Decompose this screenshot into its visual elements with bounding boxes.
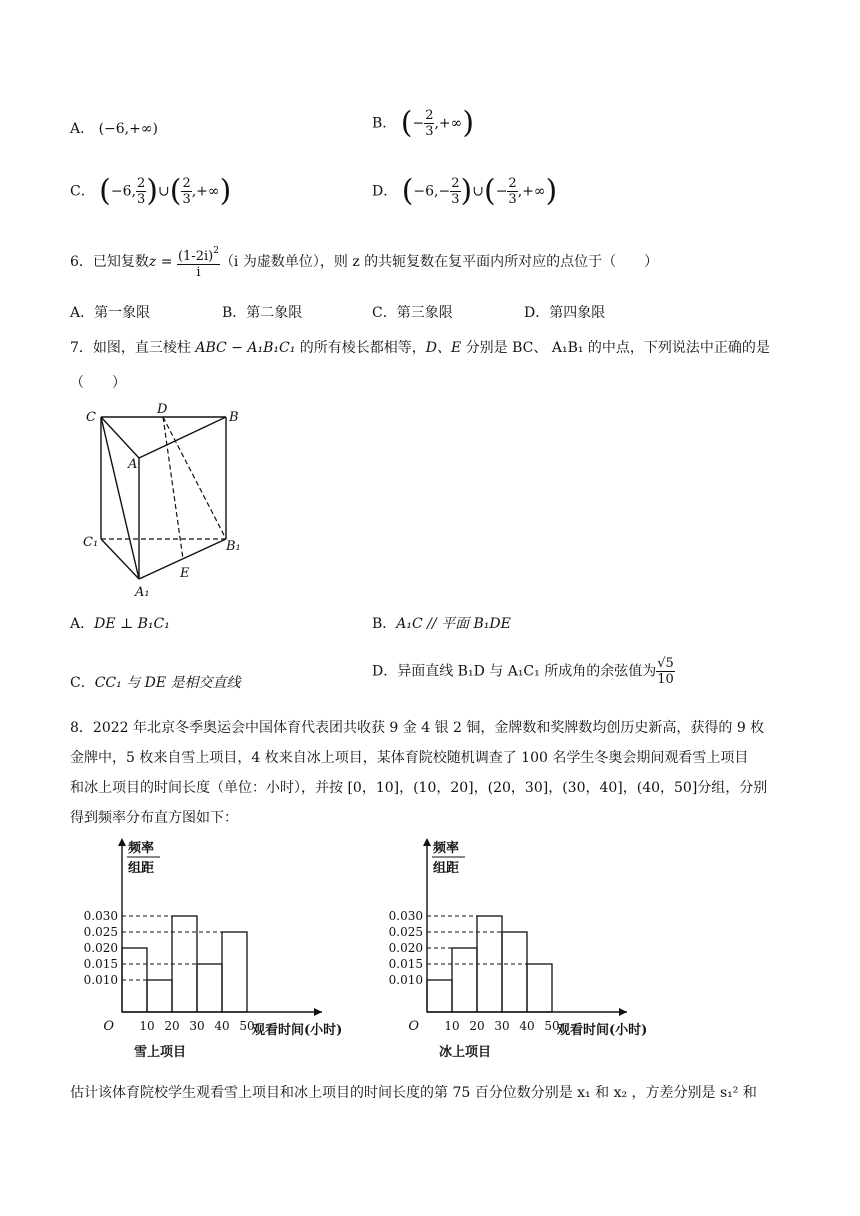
segment-db1: [163, 417, 226, 539]
fraction: $\frac{2}{3}$: [136, 176, 146, 207]
edge-ca: [101, 417, 139, 458]
label-a1: A₁: [135, 585, 150, 600]
y-tick-label: 0.020: [388, 941, 423, 955]
q7-stem: 7．如图，直三棱柱 ABC − A₁B₁C₁ 的所有棱长都相等，D、E 分别是 BC、 A₁B₁ 的中点，下列说法中正确的是: [70, 340, 770, 356]
x-tick-label: 10: [444, 1019, 460, 1033]
fraction: $\frac{2}{3}$: [508, 176, 517, 207]
q6-option-a: A．第一象限: [70, 305, 151, 321]
x-axis-arrow: [619, 1008, 627, 1016]
q5-option-b: B． (− $\frac{2}{3}$ ,+∞): [372, 105, 475, 141]
histogram-bar: [222, 932, 247, 1012]
q6-option-b: B．第二象限: [222, 305, 303, 321]
x-tick-label: 20: [164, 1019, 180, 1033]
edge-ab: [139, 417, 226, 458]
y-axis-arrow: [118, 838, 126, 846]
q8-line-2: 金牌中，5 枚来自雪上项目，4 枚来自冰上项目，某体育院校随机调查了 100 名学生冬奥会期间观看雪上项目: [70, 750, 749, 766]
ylabel-top: 频率: [433, 841, 460, 856]
x-tick-label: 50: [544, 1019, 560, 1033]
x-tick-label: 10: [139, 1019, 155, 1033]
q6-fraction: $\frac{(1-2i)^2}{i}$: [177, 246, 219, 280]
q7-option-b: B．A₁C // 平面 B₁DE: [372, 616, 511, 632]
q5-option-c: C． (−6, $\frac{2}{3}$ )∪( $\frac{2}{3}$ ,+∞): [70, 173, 232, 209]
edge-ca1: [101, 417, 139, 579]
histogram-bar: [147, 980, 172, 1012]
option-label: D．: [372, 183, 398, 200]
label-b: B: [229, 410, 239, 425]
q8-tail: 估计该体育院校学生观看雪上项目和冰上项目的时间长度的第 75 百分位数分别是 x₁ 和 x₂ ，方差分别是 s₁² 和: [70, 1085, 757, 1101]
x-axis-arrow: [314, 1008, 322, 1016]
y-tick-label: 0.010: [83, 973, 118, 987]
y-tick-label: 0.030: [83, 909, 118, 923]
option-expr: (−6,+∞): [98, 121, 158, 137]
histogram-bar: [452, 948, 477, 1012]
edge-c1a1: [101, 539, 139, 579]
label-c1: C₁: [83, 535, 99, 550]
fraction: $\frac{√5}{10}$: [657, 656, 674, 687]
x-tick-label: 30: [189, 1019, 205, 1033]
chart-title: 冰上项目: [438, 1045, 492, 1060]
q6-option-d: D．第四象限: [524, 305, 606, 321]
q7-answer-paren: （ ）: [70, 375, 126, 391]
option-label: B．: [372, 115, 397, 132]
label-d: D: [157, 402, 168, 417]
x-tick-label: 40: [214, 1019, 230, 1033]
histogram-ice: [375, 830, 675, 1065]
label-b1: B₁: [226, 539, 241, 554]
y-tick-label: 0.025: [83, 925, 118, 939]
histogram-bar: [427, 980, 452, 1012]
q7-option-c: C．CC₁ 与 DE 是相交直线: [70, 675, 241, 691]
y-tick-label: 0.010: [388, 973, 423, 987]
q7-option-a: A．DE ⊥ B₁C₁: [70, 616, 170, 632]
prism-figure: [80, 400, 250, 600]
xlabel: 观看时间(小时): [252, 1023, 343, 1038]
histogram-bar: [527, 964, 552, 1012]
y-tick-label: 0.030: [388, 909, 423, 923]
x-tick-label: 30: [494, 1019, 510, 1033]
q8-line-3: 和冰上项目的时间长度（单位：小时），并按 [0，10]，(10，20]，(20，30]，(30，40]，(40，50]分组，分别: [70, 780, 768, 796]
xlabel: 观看时间(小时): [557, 1023, 648, 1038]
histogram-bar: [502, 932, 527, 1012]
y-tick-label: 0.015: [83, 957, 118, 971]
label-e: E: [180, 566, 190, 581]
x-tick-label: 40: [519, 1019, 535, 1033]
label-a: A: [128, 457, 138, 472]
origin-label: O: [408, 1019, 419, 1034]
q5-option-d: D． (−6,− $\frac{2}{3}$ )∪(− $\frac{2}{3}$ ,+∞): [372, 173, 558, 209]
fraction: $\frac{2}{3}$: [425, 108, 434, 139]
y-tick-label: 0.025: [388, 925, 423, 939]
q6-option-c: C．第三象限: [372, 305, 453, 321]
ylabel-bottom: 组距: [128, 861, 155, 876]
histogram-bar: [197, 964, 222, 1012]
q8-line-1: 8．2022 年北京冬季奥运会中国体育代表团共收获 9 金 4 银 2 铜，金牌数和奖牌数均创历史新高，获得的 9 枚: [70, 720, 765, 736]
chart-title: 雪上项目: [133, 1045, 187, 1060]
q6-stem: 6．已知复数z = $\frac{(1-2i)^2}{i}$ （i 为虚数单位），则 z 的共轭复数在复平面内所对应的点位于（ ）: [70, 246, 659, 280]
y-tick-label: 0.015: [388, 957, 423, 971]
option-label: A．: [70, 121, 95, 137]
fraction: $\frac{2}{3}$: [451, 176, 460, 207]
y-axis-arrow: [423, 838, 431, 846]
q8-line-4: 得到频率分布直方图如下：: [70, 810, 238, 826]
q7-option-d: D．异面直线 B₁D 与 A₁C₁ 所成角的余弦值为 $\frac{√5}{10}$: [372, 656, 674, 687]
y-tick-label: 0.020: [83, 941, 118, 955]
ylabel-top: 频率: [128, 841, 155, 856]
histogram-snow: [70, 830, 370, 1065]
origin-label: O: [103, 1019, 114, 1034]
option-label: C．: [70, 183, 95, 200]
x-tick-label: 50: [239, 1019, 255, 1033]
fraction: $\frac{2}{3}$: [182, 176, 191, 207]
ylabel-bottom: 组距: [433, 861, 460, 876]
x-tick-label: 20: [469, 1019, 485, 1033]
label-c: C: [86, 410, 96, 425]
q5-option-a: [70, 118, 158, 138]
